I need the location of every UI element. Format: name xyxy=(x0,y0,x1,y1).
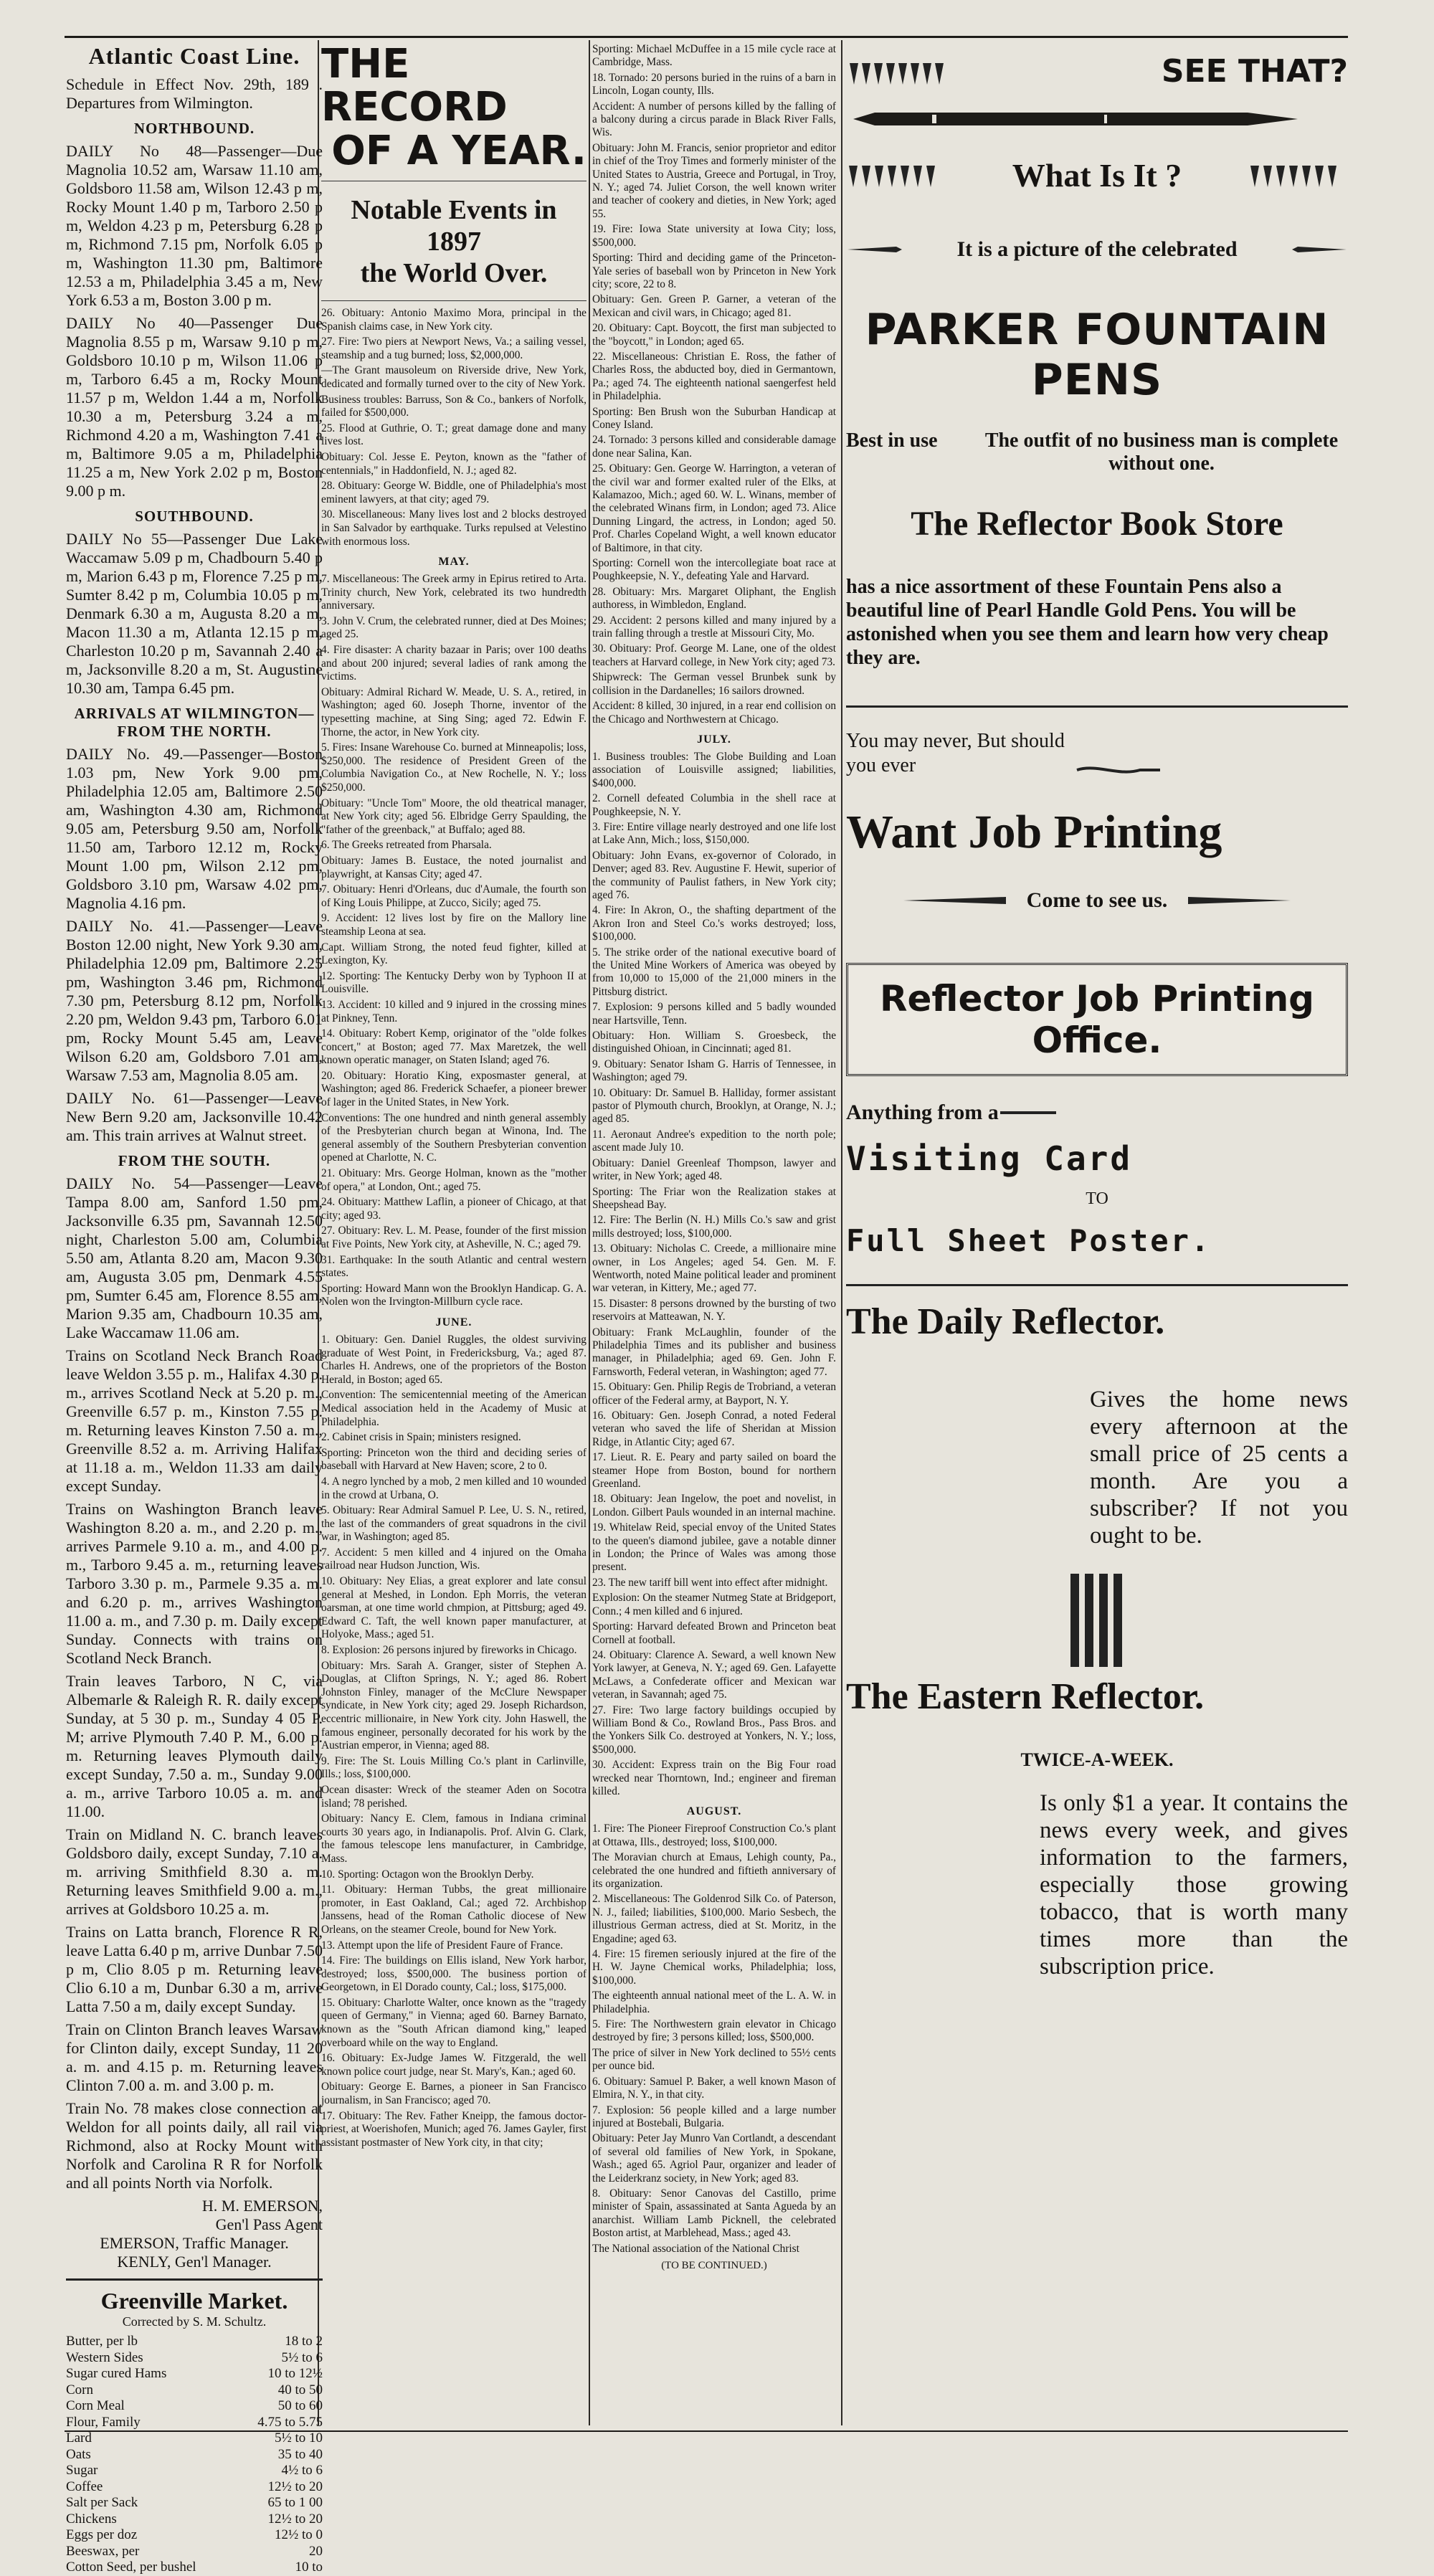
pen-nibs-icon xyxy=(1065,1571,1129,1671)
train-entry: Trains on Latta branch, Florence R R, leave Latta 6.40 p m, arrive Dunbar 7.50 p m, Clio 8.05 p m. Returning leave Clio 6.10 a m, Dunbar 6.30 a m, arrive Latta 7.50 a m, daily except Sunday. xyxy=(66,1923,323,2015)
daily-reflector-heading: The Daily Reflector. xyxy=(846,1301,1165,1342)
come-to-see: Come to see us. xyxy=(1026,888,1168,912)
book-store-heading: The Reflector Book Store xyxy=(911,505,1283,543)
event-item: 11. Aeronaut Andree's expedition to the north pole; ascent made July 10. xyxy=(592,1128,836,1154)
signature-3: KENLY, Gen'l Manager. xyxy=(117,2253,272,2271)
event-item: Convention: The semicentennial meeting of the American Medical association held in the Academy of Music at Philadelphia. xyxy=(321,1389,587,1428)
august-heading: AUGUST. xyxy=(686,1805,742,1818)
event-item: Obituary: George E. Barnes, a pioneer in San Francisco journalism, in San Francisco; aged 70. xyxy=(321,2081,587,2107)
anything-from: Anything from a xyxy=(846,1101,999,1124)
event-item: 13. Accident: 10 killed and 9 injured in the crossing mines at Pinkney, Tenn. xyxy=(321,998,587,1025)
may-heading: MAY. xyxy=(438,556,470,569)
may-events xyxy=(321,573,587,1309)
market-price: 4½ to 6 xyxy=(281,2463,323,2478)
market-price: 12½ to 20 xyxy=(267,2511,323,2527)
record-subtitle-1: Notable Events in 1897 xyxy=(351,195,557,257)
visiting-card: Visiting Card xyxy=(846,1139,1133,1178)
market-row xyxy=(66,2527,323,2544)
event-item: The Moravian church at Emaus, Lehigh county, Pa., celebrated the one hundred and fiftieth anniversary of its organization. xyxy=(592,1851,836,1890)
event-item: Ocean disaster: Wreck of the steamer Aden on Socotra island; 78 perished. xyxy=(321,1783,587,1810)
to-separator: TO xyxy=(1086,1189,1108,1208)
event-item: Sporting: The Friar won the Realization stakes at Sheepshead Bay. xyxy=(592,1185,836,1211)
event-item: Obituary: Gen. Green P. Garner, a veteran of the Mexican and civil wars, in Chicago; aged 81. xyxy=(592,293,836,319)
train-entry: Train on Clinton Branch leaves Warsaw for Clinton daily, except Sunday, 11 20 a. m. and 4.15 p. m. Returning leaves Clinton 7.00 a. m. and 3.00 p. m. xyxy=(66,2020,323,2094)
event-item: The price of silver in New York declined to 55½ cents per ounce bid. xyxy=(592,2046,836,2073)
market-row xyxy=(66,2479,323,2496)
schedule-note: Schedule in Effect Nov. 29th, 189 . Departures from Wilmington. xyxy=(66,75,323,112)
market-price: 5½ to 10 xyxy=(274,2430,323,2446)
event-item: Obituary: John M. Francis, senior proprietor and editor in chief of the Troy Times and formerly minister of the United States to Austria, Greece and Portugal, in Troy, N. Y.; aged 74. Juliet Corson, the well known writer and teacher of cookery and dieties, in New York; aged 55. xyxy=(592,141,836,220)
early-events xyxy=(321,307,587,548)
event-item: Obituary: Col. Jesse E. Peyton, known as the "father of centennials," in Haddonfield, N. J.; aged 82. xyxy=(321,450,587,477)
train-entry: DAILY No. 61—Passenger—Leave New Bern 9.20 am, Jacksonville 10.42 am. This train arrives at Walnut street. xyxy=(66,1089,323,1144)
event-item: Sporting: Howard Mann won the Brooklyn Handicap. G. A. Nolen won the Irvington-Millburn cycle race. xyxy=(321,1282,587,1308)
market-row xyxy=(66,2398,323,2415)
train-entry: DAILY No 55—Passenger Due Lake Waccamaw 5.09 p m, Chadbourn 5.40 p m, Marion 6.43 p m, Florence 7.25 p m, Sumter 8.42 p m, Columbia 10.05 p m, Denmark 6.30 a m, Augusta 8.20 a m, Macon 11.30 a m, Atlanta 12.15 p m, Charleston 10.20 p m, Savannah 2.40 a m, Jacksonville 8.20 a m, St. Augustine 10.30 am, Tampa 6.45 pm. xyxy=(66,530,323,697)
june-heading: JUNE. xyxy=(435,1316,473,1329)
event-item: 17. Lieut. R. E. Peary and party sailed on board the steamer Hope from Boston, bound for northern Greenland. xyxy=(592,1451,836,1491)
pen-nibs-icon xyxy=(1248,161,1348,190)
market-price: 5½ to 6 xyxy=(281,2349,323,2365)
event-item: Obituary: James B. Eustace, the noted journalist and playwright, at Kansas City; aged 47. xyxy=(321,854,587,880)
parker-heading: PARKER FOUNTAIN PENS xyxy=(865,305,1329,405)
june-events xyxy=(321,1334,587,2149)
event-item: 20. Obituary: Capt. Boycott, the first man subjected to the "boycott," in London; aged 65. xyxy=(592,322,836,348)
event-item: 4. Fire disaster: A charity bazaar in Paris; over 100 deaths and about 200 injured; several ladies of rank among the victims. xyxy=(321,644,587,683)
market-table xyxy=(66,2334,323,2576)
market-item: Oats xyxy=(66,2446,91,2462)
market-price: 4.75 to 5.75 xyxy=(257,2414,323,2430)
event-item: 31. Earthquake: In the south Atlantic and central western states. xyxy=(321,1253,587,1280)
event-item: Sporting: Princeton won the third and deciding series of baseball with Harvard at New Haven; score, 2 to 0. xyxy=(321,1446,587,1473)
record-title-2: OF A YEAR. xyxy=(331,128,587,174)
market-price: 10 to xyxy=(295,2560,323,2575)
event-item: 10. Obituary: Dr. Samuel B. Halliday, former assistant pastor of Plymouth church, Brooklyn, at Orange, N. J.; aged 85. xyxy=(592,1086,836,1126)
southbound-list xyxy=(66,530,323,698)
best-in-use-row xyxy=(846,429,1348,475)
market-item: Sugar cured Hams xyxy=(66,2366,167,2381)
pen-nibs-icon xyxy=(846,161,946,190)
event-item: 17. Obituary: The Rev. Father Kneipp, the famous doctor-priest, at Woerishofen, Munich; aged 76. James Gayler, first assistant postmaster of New York city, in that city; xyxy=(321,2109,587,2149)
market-item: Coffee xyxy=(66,2478,103,2494)
event-item: 30. Obituary: Prof. George M. Lane, one of the oldest teachers at Harvard college, in New York city; aged 73. xyxy=(592,642,836,668)
bottom-rule xyxy=(65,2430,1348,2432)
market-row xyxy=(66,2430,323,2447)
event-item: Obituary: Admiral Richard W. Meade, U. S. A., retired, in Washington; aged 60. Joseph Thorne, inventor of the typesetting machine, at Sing Sing; aged 72. Edwin F. Thorne, the actor, in New York city. xyxy=(321,685,587,738)
event-item: 7. Accident: 5 men killed and 4 injured on the Omaha railroad near Hudson Junction, Wis. xyxy=(321,1546,587,1572)
event-item: Business troubles: Barruss, Son & Co., bankers of Norfolk, failed for $500,000. xyxy=(321,393,587,419)
event-item: 1. Obituary: Gen. Daniel Ruggles, the oldest surviving graduate of West Point, in Fredericksburg, Va.; aged 87. Charles H. Andrews, one of the proprietors of the Boston Herald, in Boston; aged 65. xyxy=(321,1333,587,1386)
event-item: Sporting: Michael McDuffee in a 15 mile cycle race at Cambridge, Mass. xyxy=(592,43,836,69)
train-entry: Train leaves Tarboro, N C, via Albemarle & Raleigh R. R. daily except Sunday, at 5 30 p. m., Sunday 4 05 P. M; arrive Plymouth 7.40 P. M., 6.00 p. m. Returning leaves Plymouth daily except Sunday, 7.50 a. m., Sunday 9.00 a. m., arrive Tarboro 10.05 a. m. and 11.00. xyxy=(66,1672,323,1820)
event-item: 19. Fire: Iowa State university at Iowa City; loss, $500,000. xyxy=(592,223,836,249)
train-entry: DAILY No. 41.—Passenger—Leave Boston 12.00 night, New York 9.30 am, Philadelphia 12.09 pm, Baltimore 2.25 pm, Washington 3.46 pm, Richmond 7.30 pm, Petersburg 8.12 pm, Norfolk 2.20 pm, Weldon 9.43 pm, Tarboro 6.01 pm, Rocky Mount 5.45 am, Leave Wilson 6.20 am, Goldsboro 7.01 am, Warsaw 7.53 am, Magnolia 8.05 am. xyxy=(66,917,323,1084)
event-item: 15. Disaster: 8 persons drowned by the bursting of two reservoirs at Matteawan, N. Y. xyxy=(592,1297,836,1323)
event-item: 15. Obituary: Gen. Philip Regis de Trobriand, a veteran officer of the Federal army, at Bayport, N. Y. xyxy=(592,1381,836,1407)
fountain-pen-icon xyxy=(846,107,1305,131)
event-item: 7. Explosion: 9 persons killed and 5 badly wounded near Hartsville, Tenn. xyxy=(592,1001,836,1027)
event-item: 30. Accident: Express train on the Big Four road wrecked near Thorntown, Ind.; engineer and fireman killed. xyxy=(592,1759,836,1797)
railroad-masthead: Atlantic Coast Line. xyxy=(88,43,300,69)
market-item: Salt per Sack xyxy=(66,2495,138,2510)
events-column xyxy=(592,43,836,2438)
train-entry: DAILY No 48—Passenger—Due Magnolia 10.52 am, Warsaw 11.10 am, Goldsboro 11.58 am, Wilson 12.43 p m, Rocky Mount 1.40 p m, Tarboro 2.50 p m, Weldon 4.23 p m, Petersburg 6.28 p m, Richmond 7.15 pm, Norfolk 6.05 p m, Washington 11.30 pm, Baltimore 12.53 a m, Philadelphia 3.45 a m, New York 6.53 a m, Boston 3.00 p m. xyxy=(66,142,323,309)
arrivals-heading: ARRIVALS AT WILMINGTON—FROM THE NORTH. xyxy=(74,705,315,740)
market-item: Corn Meal xyxy=(66,2398,125,2413)
train-entry: Train on Midland N. C. branch leaves Goldsboro daily, except Sunday, 7.10 a. m. arriving Smithfield 8.30 a. m. Returning leaves Smithfield 9.00 a. m., arrives at Goldsboro 10.25 a. m. xyxy=(66,1825,323,1918)
event-item: 18. Obituary: Jean Ingelow, the poet and novelist, in London. Gilbert Pauls wounded in an internal machine. xyxy=(592,1493,836,1518)
event-item: 28. Obituary: Mrs. Margaret Oliphant, the English authoress, in Wimbledon, England. xyxy=(592,585,836,612)
event-item: Conventions: The one hundred and ninth general assembly of the Presbyterian church began at Winona, Ind. The general assembly of the Southern Presbyterian convention opened at Charlotte, N. C. xyxy=(321,1111,587,1164)
event-item: Sporting: Harvard defeated Brown and Princeton beat Cornell at football. xyxy=(592,1620,836,1646)
event-item: Obituary: Daniel Greenleaf Thompson, lawyer and writer, in New York; aged 48. xyxy=(592,1156,836,1183)
arrow-flourish-icon xyxy=(1291,244,1348,255)
market-item: Chickens xyxy=(66,2511,117,2527)
july-heading: JULY. xyxy=(697,733,731,746)
event-item: 16. Obituary: Ex-Judge James W. Fitzgerald, the well known police court judge, near St. Mary's, Kan.; aged 60. xyxy=(321,2052,587,2078)
event-item: 1. Fire: The Pioneer Fireproof Construction Co.'s plant at Ottawa, Ills., destroyed; loss, $100,000. xyxy=(592,1822,836,1848)
event-item: 1. Business troubles: The Globe Building and Loan association of Louisville assigned; liabilities, $400,000. xyxy=(592,750,836,789)
event-item: 18. Tornado: 20 persons buried in the ruins of a barn in Lincoln, Logan county, Ills. xyxy=(592,71,836,98)
event-item: 7. Miscellaneous: The Greek army in Epirus retired to Arta. Trinity church, New York, celebrated its two hundredth anniversary. xyxy=(321,573,587,612)
northbound-list xyxy=(66,142,323,500)
market-item: Lard xyxy=(66,2430,92,2446)
event-item: Obituary: Nancy E. Clem, famous in Indiana criminal courts 30 years ago, in Indianapolis. Prof. Alvin G. Clark, the famous telescope lens manufacturer, in Cambridge, Mass. xyxy=(321,1812,587,1865)
event-item: 14. Obituary: Robert Kemp, originator of the "olde folkes concert," at Boston; aged 77. Max Maretzek, the well known operatic manager, on Staten Island; aged 76. xyxy=(321,1027,587,1067)
event-item: Capt. William Strong, the noted feud fighter, killed at Lexington, Ky. xyxy=(321,941,587,967)
event-item: Accident: A number of persons killed by the falling of a balcony during a circus parade in Black River Falls, Wis. xyxy=(592,100,836,139)
event-item: 11. Obituary: Herman Tubbs, the great millionaire promoter, in East Oakland, Cal.; aged 72. Archbishop Janssens, head of the Roman Catholic diocese of New Orleans, on the steamer Creole, bound for New York. xyxy=(321,1883,587,1936)
market-price: 12½ to 20 xyxy=(267,2478,323,2494)
event-item: 13. Obituary: Nicholas C. Creede, a millionaire mine owner, in Los Angeles; aged 54. Gen. M. F. Wentworth, noted Maine political leader and prominent war veteran, in Kittery, Me.; aged 77. xyxy=(592,1242,836,1295)
record-rule-2 xyxy=(321,300,587,301)
event-item: 3. Fire: Entire village nearly destroyed and one life lost at Lake Ann, Mich.; loss, $150,000. xyxy=(592,820,836,847)
market-item: Corn xyxy=(66,2382,93,2397)
event-item: 30. Miscellaneous: Many lives lost and 2 blocks destroyed in San Salvador by earthquake. Turks repulsed at Velestino with enormous loss. xyxy=(321,508,587,548)
event-item: Obituary: Hon. William S. Groesbeck, the distinguished Ohioan, in Cincinnati; aged 81. xyxy=(592,1030,836,1055)
event-item: 21. Obituary: Mrs. George Holman, known as the "mother of opera," at London, Ont.; aged 75. xyxy=(321,1167,587,1193)
event-item: 25. Flood at Guthrie, O. T.; great damage done and many lives lost. xyxy=(321,422,587,448)
arrivals-list xyxy=(66,745,323,1145)
record-title-1: THE RECORD xyxy=(321,41,508,130)
event-item: 2. Cabinet crisis in Spain; ministers resigned. xyxy=(321,1431,521,1444)
market-item: Flour, Family xyxy=(66,2414,141,2430)
event-item: 9. Fire: The St. Louis Milling Co.'s plant in Carlinville, Ills.; loss, $100,000. xyxy=(321,1754,587,1781)
event-item: Obituary: John Evans, ex-governor of Colorado, in Denver; aged 83. Rev. Augustine F. Hewit, superior of the community of Paulist fathers, in New York city; aged 76. xyxy=(592,849,836,901)
event-item: 6. Obituary: Samuel P. Baker, a well known Mason of Elmira, N. Y., in that city. xyxy=(592,2075,836,2101)
come-to-see-row xyxy=(846,888,1348,913)
market-row xyxy=(66,2415,323,2431)
may-never-row xyxy=(846,729,1348,778)
market-price: 40 to 50 xyxy=(277,2382,323,2397)
full-sheet: Full Sheet Poster. xyxy=(846,1223,1212,1258)
event-item: 6. The Greeks retreated from Pharsala. xyxy=(321,839,492,852)
event-item: 12. Fire: The Berlin (N. H.) Mills Co.'s saw and grist mills destroyed; loss, $100,000. xyxy=(592,1214,836,1240)
market-price: 18 to 2 xyxy=(285,2334,323,2349)
market-price: 20 xyxy=(309,2543,323,2559)
event-item: 16. Obituary: Gen. Joseph Conrad, a noted Federal veteran who saved the life of Sheridan at Mission Ridge, in Atlantic City; aged 67. xyxy=(592,1410,836,1448)
market-divider xyxy=(66,2278,323,2281)
market-row xyxy=(66,2366,323,2382)
event-item: Explosion: On the steamer Nutmeg State at Bridgeport, Conn.; 4 men killed and 6 injured. xyxy=(592,1592,836,1617)
assortment-text: has a nice assortment of these Fountain Pens also a beautiful line of Pearl Handle Gold Pens. You will be astonished when you see them and learn how very cheap they are. xyxy=(846,576,1329,669)
event-item: 26. Obituary: Antonio Maximo Mora, principal in the Spanish claims case, in New York city. xyxy=(321,307,587,333)
market-row xyxy=(66,2560,323,2576)
event-item: Obituary: Mrs. Sarah A. Granger, sister of Stephen A. Douglas, at Clifton Springs, N. Y.; aged 86. Robert Johnston Finley, manager of the McClure Newspaper syndicate, in New York city; aged 29. Joseph Richardson, eccentric millionaire, in New York city. John Haswell, the famous engineer, personally decorated for his work by the Austrian emperor, in Vienna; aged 88. xyxy=(321,1659,587,1752)
market-row xyxy=(66,2511,323,2528)
picture-of-text: It is a picture of the celebrated xyxy=(956,237,1238,261)
job-office-box xyxy=(846,963,1348,1076)
eastern-text: Is only $1 a year. It contains the news every week, and gives information to the farmers, especially those growing tobacco, that is worth many times more than the subscription price. xyxy=(1040,1790,1348,1979)
event-item: The National association of the National Christ xyxy=(592,2242,799,2255)
best-in-use: Best in use xyxy=(846,429,938,452)
market-row xyxy=(66,2495,323,2511)
top-rule xyxy=(65,36,1348,38)
pen-nibs-icon xyxy=(846,57,954,86)
job-office-heading: Reflector Job Printing Office. xyxy=(880,978,1314,1061)
event-item: 14. Fire: The buildings on Ellis island, New York harbor, destroyed; loss, $500,000. The business portion of Georgetown, in El Dorado county, Cal.; loss, $175,000. xyxy=(321,1954,587,1994)
may-never-text: You may never, But should you ever xyxy=(846,730,1065,776)
event-item: 9. Accident: 12 lives lost by fire on the Mallory line steamship Leona at sea. xyxy=(321,912,587,938)
daily-text: Gives the home news every afternoon at the small price of 25 cents a month. Are you a subscriber? If not you ought to be. xyxy=(1090,1387,1348,1549)
event-item: 8. Obituary: Senor Canovas del Castillo, prime minister of Spain, assassinated at Santa Agueda by an anarchist. William Lamb Picknell, the celebrated Boston artist, at Marblehead, Mass.; aged 43. xyxy=(592,2187,836,2240)
what-is-it-row xyxy=(846,156,1348,194)
market-price: 35 to 40 xyxy=(277,2446,323,2462)
event-item: 25. Obituary: Gen. George W. Harrington, a veteran of the civil war and former exalted ruler of the Elks, at Kalamazoo, Mich.; aged 60. W. L. Winans, member of the celebrated Winans firm, in London; aged 73. Alice Dunning Lingard, the actress, in London; aged 50. Prof. Charles Copeland Wight, a well known educator of Baltimore, in that city. xyxy=(592,462,836,554)
event-item: Obituary: Peter Jay Munro Van Cortlandt, a descendant of several old families of New York, in Spokane, Wash.; aged 65. Agriol Paur, organizer and leader of the Leiderkranz society, in New York; aged 83. xyxy=(592,2132,836,2185)
event-item: 24. Obituary: Matthew Laflin, a pioneer of Chicago, at that city; aged 93. xyxy=(321,1196,587,1222)
event-item: 3. John V. Crum, the celebrated runner, died at Des Moines; aged 25. xyxy=(321,614,587,641)
event-item: 27. Fire: Two piers at Newport News, Va.; a sailing vessel, steamship and a tug burned; loss, $2,000,000. xyxy=(321,336,587,361)
market-price: 50 to 60 xyxy=(277,2398,323,2413)
signature-1-title: Gen'l Pass Agent xyxy=(215,2215,323,2233)
market-item: Sugar xyxy=(66,2463,98,2478)
event-item: 15. Obituary: Charlotte Walter, once known as the "tragedy queen of Germany," in Vienna; aged 60. Barney Barnato, known as the "South African diamond king," leaped overboard while on the way to England. xyxy=(321,1996,587,2049)
arrow-flourish-icon xyxy=(846,244,903,255)
railroad-column xyxy=(66,43,323,2575)
train-entry: Train No. 78 makes close connection at Weldon for all points daily, all rail via Richmond, also at Rocky Mount with Norfolk and Carolina R R for Norfolk and all points North via Norfolk. xyxy=(66,2099,323,2192)
eastern-reflector-heading: The Eastern Reflector. xyxy=(846,1676,1205,1717)
column-rule-3 xyxy=(841,40,842,2425)
event-item: 27. Fire: Two large factory buildings occupied by William Bond & Co., Rowland Bros., Pass Bros. and the Yonkers Silk Co. destroyed at Yonkers, N. Y.; loss, $500,000. xyxy=(592,1703,836,1756)
to-be-continued: (TO BE CONTINUED.) xyxy=(661,2259,767,2271)
event-item: 8. Explosion: 26 persons injured by fireworks in Chicago. xyxy=(321,1644,577,1657)
market-title: Greenville Market. xyxy=(100,2288,288,2314)
event-item: —The Grant mausoleum on Riverside drive, New York, dedicated and formally turned over to the city of New York. xyxy=(321,364,587,390)
signature-1: H. M. EMERSON, xyxy=(201,2197,323,2215)
market-row xyxy=(66,2463,323,2479)
july-events xyxy=(592,751,836,1798)
train-entry: DAILY No. 49.—Passenger—Boston 1.03 pm, New York 9.00 pm, Philadelphia 12.05 am, Baltimore 2.50 am, Washington 4.30 am, Richmond 9.05 am, Petersburg 9.50 am, Norfolk 11.50 am, Tarboro 12.12 m, Rocky Mount 1.00 pm, Wilson 2.12 pm, Goldsboro 3.10 pm, Warsaw 4.02 pm, Magnolia 4.16 pm. xyxy=(66,745,323,912)
august-events xyxy=(592,1822,836,2256)
event-item: Sporting: Cornell won the intercollegiate boat race at Poughkeepsie, N. Y., defeating Yale and Harvard. xyxy=(592,557,836,583)
market-item: Cotton Seed, per bushel xyxy=(66,2560,196,2575)
event-item: 24. Obituary: Clarence A. Seward, a well known New York lawyer, at Geneva, N. Y.; aged 69. Gen. Lafayette McLaws, a Confederate officer and Mexican war veteran, in Savannah; aged 75. xyxy=(592,1648,836,1701)
event-item: 10. Sporting: Octagon won the Brooklyn Derby. xyxy=(321,1868,534,1881)
column-rule-2 xyxy=(589,40,590,2425)
event-item: 29. Accident: 2 persons killed and many injured by a train falling through a trestle at Missouri City, Mo. xyxy=(592,614,836,640)
event-item: The eighteenth annual national meet of the L. A. W. in Philadelphia. xyxy=(592,1990,836,2015)
market-item: Eggs per doz xyxy=(66,2527,138,2542)
anything-from-row xyxy=(846,1101,1348,1125)
event-item: Shipwreck: The German vessel Brunbek sunk by collision in the Dardanelles; 16 sailors drowned. xyxy=(592,671,836,697)
want-job-heading: Want Job Printing xyxy=(846,806,1222,858)
event-item: 7. Explosion: 56 people killed and a large number injured at Bostebali, Bulgaria. xyxy=(592,2104,836,2129)
event-item: 5. Fire: The Northwestern grain elevator in Chicago destroyed by fire; 3 persons killed; loss, $500,000. xyxy=(592,2018,836,2044)
market-item: Western Sides xyxy=(66,2349,143,2365)
ads-column xyxy=(846,43,1348,2434)
market-price: 10 to 12½ xyxy=(267,2366,323,2381)
hand-pointer-icon xyxy=(1076,762,1162,778)
event-item: 22. Miscellaneous: Christian E. Ross, the father of Charles Ross, the abducted boy, died in Germantown, Pa.; aged 74. The eighteenth national saengerfest held in Philadelphia. xyxy=(592,350,836,403)
event-item: 10. Obituary: Ney Elias, a great explorer and late consul general at Meshed, in London. Eph Morris, the veteran oarsman, at one time world chmpion, at Pittsburg; aged 49. Edward C. Taft, the well known paper manufacturer, at Holyoke, Mass.; aged 51. xyxy=(321,1575,587,1641)
event-item: 23. The new tariff bill went into effect after midnight. xyxy=(592,1576,828,1589)
flourish-icon xyxy=(902,895,1010,906)
record-subtitle-2: the World Over. xyxy=(360,258,548,288)
market-row xyxy=(66,2382,323,2399)
event-item: 2. Miscellaneous: The Goldenrod Silk Co. of Paterson, N. J., failed; liabilities, $100,000. Mario Sesbech, the illustrious German actress, died at St. Moritz, in the Engadine; aged 63. xyxy=(592,1893,836,1945)
northbound-heading: NORTHBOUND. xyxy=(133,120,255,137)
event-item: 2. Cornell defeated Columbia in the shell race at Poughkeepsie, N. Y. xyxy=(592,792,836,818)
see-that-heading: SEE THAT? xyxy=(1161,53,1348,90)
ad-divider xyxy=(846,1284,1348,1286)
record-column xyxy=(321,43,587,2430)
event-item: 7. Obituary: Henri d'Orleans, duc d'Aumale, the fourth son of King Louis Philippe, at Zucco, Sicily; aged 75. xyxy=(321,883,587,909)
market-price: 12½ to 0 xyxy=(274,2527,323,2542)
event-item: 28. Obituary: George W. Biddle, one of Philadelphia's most eminent lawyers, at that city; aged 79. xyxy=(321,480,587,505)
hand-pointer-icon xyxy=(999,1106,1063,1119)
event-item: 5. Fires: Insane Warehouse Co. burned at Minneapolis; loss, $250,000. The residence of President Green of the Columbia Navigation Co., at New Rochelle, N. Y.; loss $250,000. xyxy=(321,741,587,794)
event-item: 19. Whitelaw Reid, special envoy of the United States to the queen's diamond jubilee, gave a notable dinner in London; the Prince of Wales was among those present. xyxy=(592,1521,836,1574)
june-cont-events xyxy=(592,43,836,726)
ad-divider xyxy=(846,705,1348,708)
market-row xyxy=(66,2544,323,2560)
market-row xyxy=(66,2334,323,2350)
signature-2: EMERSON, Traffic Manager. xyxy=(100,2234,289,2252)
event-item: Obituary: "Uncle Tom" Moore, the old theatrical manager, at New York city; aged 56. Elbridge Gerry Spaulding, the "father of the greenback," at Buffalo; aged 88. xyxy=(321,797,587,836)
market-row xyxy=(66,2350,323,2367)
event-item: 4. Fire: 15 firemen seriously injured at the fire of the H. W. Jayne Chemical works, Philadelphia; loss, $100,000. xyxy=(592,1948,836,1987)
market-corrected: Corrected by S. M. Schultz. xyxy=(122,2314,267,2329)
flourish-icon xyxy=(1184,895,1292,906)
twice-a-week: TWICE-A-WEEK. xyxy=(1020,1749,1174,1770)
train-entry: DAILY No 40—Passenger Due Magnolia 8.55 p m, Warsaw 9.10 p m, Goldsboro 10.10 p m, Wilson 11.06 p m, Tarboro 6.45 a m, Rocky Mount 11.57 p m, Weldon 1.44 a m, Norfolk 10.30 a m, Petersburg 3.24 a m, Richmond 4.20 a m, Washington 7.41 a m, Baltimore 9.05 a m, Philadelphia 11.25 a m, New York 2.02 p m, Boston 9.00 p m. xyxy=(66,314,323,500)
market-price: 65 to 1 00 xyxy=(267,2495,323,2510)
event-item: 4. Fire: In Akron, O., the shafting department of the Akron Iron and Steel Co.'s works destroyed; loss, $100,000. xyxy=(592,904,836,944)
event-item: 5. The strike order of the national executive board of the United Mine Workers of America was obeyed by from 10,000 to 15,000 of the 21,000 miners in the Pittsburg district. xyxy=(592,946,836,998)
event-item: Sporting: Ben Brush won the Suburban Handicap at Coney Island. xyxy=(592,405,836,431)
signatures xyxy=(66,2197,323,2271)
event-item: 27. Obituary: Rev. L. M. Pease, founder of the first mission at Five Points, New York city, at Asheville, N. C.; aged 79. xyxy=(321,1225,587,1250)
market-row xyxy=(66,2447,323,2463)
train-entry: DAILY No. 54—Passenger—Leave Tampa 8.00 am, Sanford 1.50 pm, Jacksonville 6.35 pm, Savannah 12.50 night, Charleston 5.00 am, Columbia 5.50 am, Atlanta 8.20 am, Macon 9.30 am, Augusta 3.05 pm, Denmark 4.55 pm, Sumter 6.45 am, Florence 8.55 am, Marion 9.35 am, Chadbourn 10.35 am, Lake Waccamaw 11.06 am. xyxy=(66,1174,323,1341)
train-entry: Trains on Washington Branch leave Washington 8.20 a. m., and 2.20 p. m., arrives Parmele 9.10 a. m., and 4.00 p. m., Tarboro 9.45 a. m., returning leaves Tarboro 3.30 p. m., Parmele 9.35 a. m. and 6.20 p. m., arrives Washington 11.00 a. m., and 7.30 p. m. Daily except Sunday. Connects with trains on Scotland Neck Branch. xyxy=(66,1500,323,1667)
event-item: 24. Tornado: 3 persons killed and considerable damage done near Salina, Kan. xyxy=(592,434,836,460)
event-item: Sporting: Third and deciding game of the Princeton-Yale series of baseball won by Princeton in New York city; score, 22 to 8. xyxy=(592,252,836,290)
event-item: Obituary: Frank McLaughlin, founder of the Philadelphia Times and its publisher and business manager, in Philadelphia; aged 69. Gen. John F. Farnsworth, Federal veteran, in Washington; aged 77. xyxy=(592,1326,836,1378)
event-item: 13. Attempt upon the life of President Faure of France. xyxy=(321,1939,564,1952)
event-item: 5. Obituary: Rear Admiral Samuel P. Lee, U. S. N., retired, the last of the commanders of great squadrons in the civil war, in Washington; aged 85. xyxy=(321,1504,587,1544)
what-is-it-heading: What Is It ? xyxy=(1012,157,1182,194)
event-item: Accident: 8 killed, 30 injured, in a rear end collision on the Chicago and Northwestern at Chicago. xyxy=(592,700,836,726)
outfit-text: The outfit of no business man is complete without one. xyxy=(984,429,1339,475)
southbound-heading: SOUTHBOUND. xyxy=(135,508,254,525)
see-that-row xyxy=(846,53,1348,90)
event-item: 9. Obituary: Senator Isham G. Harris of Tennessee, in Washington; aged 79. xyxy=(592,1058,836,1084)
train-entry: Trains on Scotland Neck Branch Road leave Weldon 3.55 p. m., Halifax 4.30 p. m., arrives Scotland Neck at 5.20 p. m., Greenville 6.57 p. m., Kinston 7.55 p. m. Returning leaves Kinston 7.50 a. m., Greenville 8.52 a. m. Arriving Halifax at 11.18 a. m., Weldon 11.33 am daily except Sunday. xyxy=(66,1346,323,1495)
picture-of-row xyxy=(846,237,1348,262)
from-south-heading: FROM THE SOUTH. xyxy=(118,1152,271,1169)
event-item: 12. Sporting: The Kentucky Derby won by Typhoon II at Louisville. xyxy=(321,969,587,996)
event-item: 20. Obituary: Horatio King, exposmaster general, at Washington; aged 86. Frederick Schaefer, a pioneer brewer of lager in the United States, in New York. xyxy=(321,1069,587,1109)
event-item: 4. A negro lynched by a mob, 2 men killed and 10 wounded in the crowd at Urbana, O. xyxy=(321,1475,587,1501)
from-south-list xyxy=(66,1174,323,2192)
market-item: Beeswax, per xyxy=(66,2543,140,2559)
market-item: Butter, per lb xyxy=(66,2334,138,2349)
